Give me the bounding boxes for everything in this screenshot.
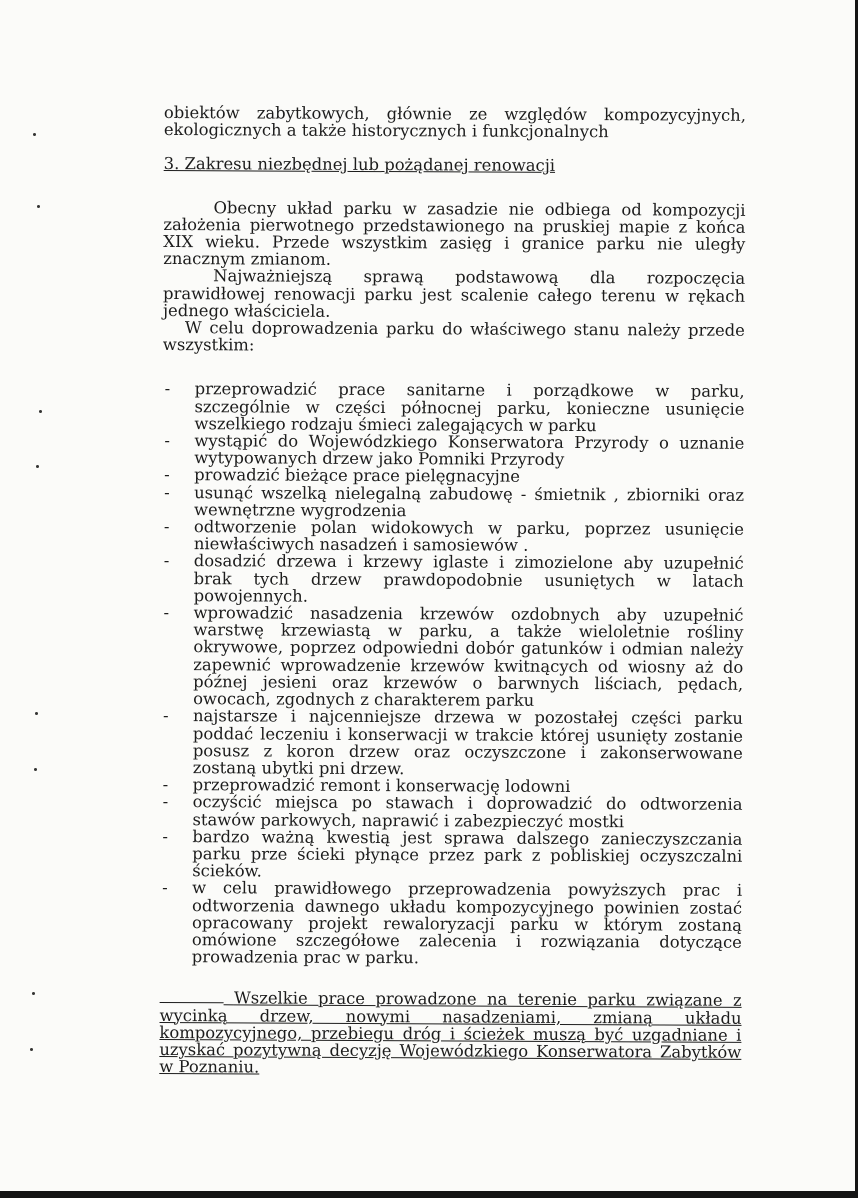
intro-paragraph: obiektów zabytkowych, głównie ze względów kompozycyjnych, ekologicznych a także historycznych i funkcjonalnych — [163, 103, 746, 142]
margin-speck — [34, 768, 37, 771]
list-item: - przeprowadzić prace sanitarne i porządkowe w parku, szczególnie w części północnej parku, konieczne usunięcie wszelkiego rodzaju śmieci zalegających w parku — [162, 380, 744, 434]
margin-speck — [37, 205, 40, 208]
list-item: - dosadzić drzewa i krzewy iglaste i zimozielone aby uzupełnić brak tych drzew prawdopodobnie usuniętych w latach powojennych. — [162, 552, 744, 606]
margin-speck — [39, 410, 42, 413]
paragraph-action-intro: W celu doprowadzenia parku do właściwego stanu należy przede wszystkim: — [162, 318, 745, 355]
list-item: - odtworzenie polan widokowych w parku, poprzez usunięcie niewłaściwych nasadzeń i samosiewów . — [162, 518, 744, 555]
underline-lead — [160, 990, 224, 1003]
document-body — [159, 104, 746, 1095]
margin-speck — [35, 712, 38, 715]
margin-speck — [30, 1048, 33, 1051]
margin-speck — [36, 465, 39, 468]
margin-speck — [33, 133, 36, 136]
paragraph-current-layout: Obecny układ parku w zasadzie nie odbiega od kompozycji założenia pierwotnego przedstawionego na pruskiej mapie z końca XIX wieku. Przede wszystkim zasięg i granice parku nie uległy znacznym zmianom. — [163, 197, 746, 270]
list-item: - bardzo ważną kwestią jest sprawa dalszego zanieczyszczania parku prze ścieki płynące przez park z pobliskiej oczyszczalni ścieków. — [160, 828, 742, 882]
list-item: - prowadzić bieżące prace pielęgnacyjne — [162, 466, 744, 486]
closing-paragraph — [159, 989, 741, 1078]
list-item: - najstarsze i najcenniejsze drzewa w pozostałej części parku poddać leczeniu i konserwacji w trakcie której usunięty zostanie posusz z koron drzew oraz oczyszczone i zakonserwowane zostaną ubytki pni drzew. — [161, 707, 743, 779]
list-item: - wprowadzić nasadzenia krzewów ozdobnych aby uzupełnić warstwę krzewiastą w parku, a także wieloletnie rośliny okrywowe, poprzez odpowiedni dobór gatunków i odmian należy zapewnić wprowadzenie krzewów kwitnących od wiosny aż do późnej jesieni oraz krzewów o barwnych liściach, pędach, owocach, zgodnych z charakterem parku — [161, 604, 743, 710]
closing-text: Wszelkie prace prowadzone na terenie parku związane z wycinką drzew, nowymi nasadzeniami, zmianą układu kompozycyjnego, przebiegu dróg i ścieżek muszą być uzgadniane i uzyskać pozytywną decyzję Wojewódzkiego Konserwatora Zabytków w Poznaniu. — [159, 988, 742, 1077]
list-item: - oczyścić miejsca po stawach i doprowadzić do odtworzenia stawów parkowych, naprawić i zabezpieczyć mostki — [160, 793, 742, 830]
list-item: - usunąć wszelką nielegalną zabudowę - śmietnik , zbiorniki oraz wewnętrzne wygrodzenia — [162, 484, 744, 521]
action-list — [160, 380, 745, 968]
list-item: - przeprowadzić remont i konserwację lodowni — [161, 776, 743, 796]
paragraph-ownership: Najważniejszą sprawą podstawową dla rozpoczęcia prawidłowej renowacji parku jest scalenie całego terenu w rękach jednego właściciela. — [162, 266, 746, 321]
list-item: - wystąpić do Wojewódzkiego Konserwatora Przyrody o uznanie wytypowanych drzew jako Pomniki Przyrody — [162, 432, 744, 469]
scan-border-bottom — [0, 1191, 858, 1198]
list-item: - w celu prawidłowego przeprowadzenia powyższych prac i odtworzenia dawnego układu kompozycyjnego powinien zostać opracowany projekt rewaloryzacji parku w którym zostaną omówione szczegółowe zalecenia i rozwiązania dotyczące prowadzenia prac w parku. — [160, 879, 742, 968]
section-heading: 3. Zakresu niezbędnej lub pożądanej renowacji — [163, 154, 556, 176]
margin-speck — [32, 992, 35, 995]
